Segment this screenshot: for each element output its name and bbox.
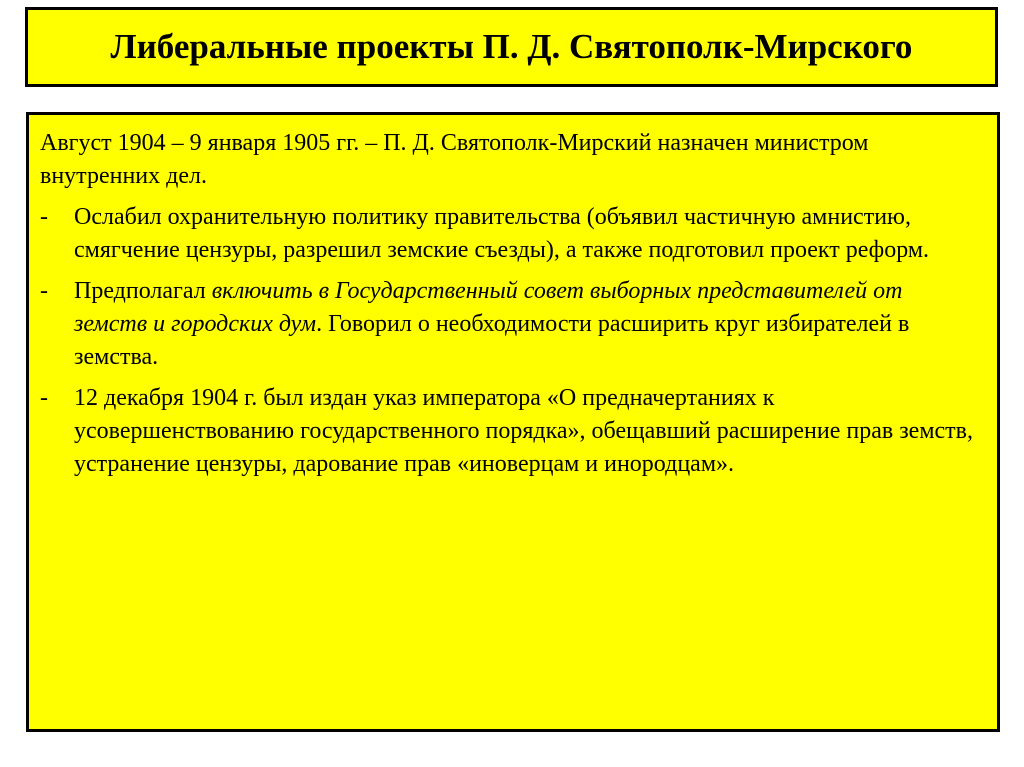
list-marker: -	[40, 385, 48, 411]
content-body	[29, 115, 997, 481]
slide-title: Либеральные проекты П. Д. Святополк-Мирского	[110, 27, 913, 66]
list-item-italic: включить в Государственный совет выборных представителей от земств и городских дум	[74, 278, 903, 337]
list-item-tail: . Говорил о необходимости расширить круг избирателей в земства.	[74, 311, 910, 370]
list-item	[40, 201, 977, 267]
list-item-lead: Предполагал	[74, 278, 212, 304]
list-item-text: Ослабил охранительную политику правительства (объявил частичную амнистию, смягчение цензуры, разрешил земские съезды), а также подготовил проект реформ.	[74, 204, 930, 263]
list-item	[40, 275, 977, 374]
list-item-text: 12 декабря 1904 г. был издан указ императора «О предначертаниях к усовершенствованию государственного порядка», обещавший расширение прав земств, устранение цензуры, дарование прав «иноверцам и инородцам».	[74, 385, 973, 477]
title-banner	[25, 7, 998, 87]
intro-paragraph: Август 1904 – 9 января 1905 гг. – П. Д. Святополк-Мирский назначен министром внутренних дел.	[40, 130, 869, 189]
content-panel	[26, 112, 1000, 732]
list-item-text	[74, 275, 977, 374]
list-marker: -	[40, 204, 48, 230]
list-item	[40, 382, 977, 481]
list-marker: -	[40, 278, 48, 304]
